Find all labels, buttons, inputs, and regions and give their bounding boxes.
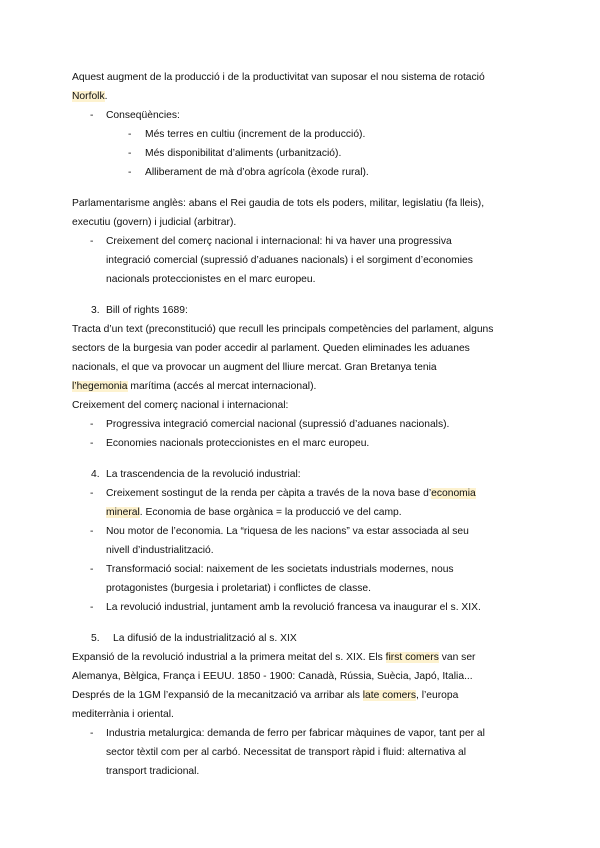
trascendencia-item-cont: protagonistes (burgesia i proletariat) i conflictes de classe.	[106, 583, 371, 594]
consequencies-item: - Més terres en cultiu (increment de la producció).	[72, 125, 538, 144]
difusio-item: - Industria metalurgica: demanda de ferro per fabricar màquines de vapor, tant per al	[72, 724, 538, 743]
bullet-dash: -	[128, 148, 132, 159]
difusio-item-cont: sector tèxtil com per al carbó. Necessitat de transport ràpid i fluid: alternativa al	[106, 747, 466, 758]
heading-difusio: 5. La difusió de la industrialització al s. XIX	[91, 633, 297, 644]
trascendencia-item-cont: nivell d’industrialització.	[106, 545, 214, 556]
paragraph-norfolk-line2: Norfolk.	[72, 91, 108, 102]
bill-item: - Progressiva integració comercial nacional (supressió d’aduanes nacionals).	[72, 415, 538, 434]
difusio-item-cont: transport tradicional.	[106, 766, 200, 777]
bill-text-line: sectors de la burgesia van poder accedir al parlament. Queden eliminades les aduanes	[72, 343, 470, 354]
paragraph-norfolk-line1: Aquest augment de la producció i de la productivitat van suposar el nou sistema de rotació	[72, 72, 485, 83]
parlamentarisme-bullet: - Creixement del comerç nacional i internacional: hi va haver una progressiva	[72, 232, 538, 251]
bill-text-line: l’hegemonia marítima (accés al mercat internacional).	[72, 381, 317, 392]
bill-text-line: nacionals, el que va provocar un augment del lliure mercat. Gran Bretanya tenia	[72, 362, 437, 373]
bullet-dash: -	[90, 438, 94, 449]
trascendencia-item: - Nou motor de l’economia. La “riquesa de les nacions” va estar associada al seu	[72, 522, 538, 541]
trascendencia-item: - La revolució industrial, juntament amb la revolució francesa va inaugurar el s. XIX.	[72, 598, 538, 617]
trascendencia-item: - Transformació social: naixement de les societats industrials modernes, nous	[72, 560, 538, 579]
bill-text-line: Tracta d’un text (preconstitució) que recull les principals competències del parlament, alguns	[72, 324, 494, 335]
highlight-economia: economia	[431, 488, 476, 499]
document-page	[72, 68, 538, 781]
highlight-hegemonia: l’hegemonia	[72, 381, 128, 392]
trascendencia-item-cont: mineral. Economia de base orgànica = la producció ve del camp.	[106, 507, 402, 518]
heading-trascendencia: 4. La trascendencia de la revolució industrial:	[91, 469, 301, 480]
bullet-dash: -	[128, 129, 132, 140]
trascendencia-item: - Creixement sostingut de la renda per càpita a través de la nova base d’economia	[72, 484, 538, 503]
parlamentarisme-line2: executiu (govern) i judicial (arbitrar).	[72, 217, 237, 228]
highlight-mineral: mineral	[106, 507, 140, 518]
bullet-dash: -	[90, 488, 94, 499]
parlamentarisme-line1: Parlamentarisme anglès: abans el Rei gaudia de tots els poders, militar, legislatiu (fa lleis),	[72, 198, 485, 209]
heading-bill-of-rights: 3. Bill of rights 1689:	[91, 305, 188, 316]
bullet-dash: -	[90, 602, 94, 613]
bill-item: - Economies nacionals proteccionistes en el marc europeu.	[72, 434, 538, 453]
bullet-dash: -	[128, 167, 132, 178]
parlamentarisme-bullet-cont: integració comercial (supressió d’aduanes nacionals) i el sorgiment d’economies	[106, 255, 473, 266]
consequencies-item: - Més disponibilitat d’aliments (urbanització).	[72, 144, 538, 163]
consequencies-bullet: - Conseqüències:	[72, 106, 538, 125]
difusio-line: Alemanya, Bèlgica, França i EEUU. 1850 - 1900: Canadà, Rússia, Suècia, Japó, Italia...	[72, 671, 473, 682]
difusio-line: Expansió de la revolució industrial a la primera meitat del s. XIX. Els first comers van ser	[72, 652, 476, 663]
bill-creixement: Creixement del comerç nacional i internacional:	[72, 400, 289, 411]
difusio-line: Després de la 1GM l’expansió de la mecanització va arribar als late comers, l’europa	[72, 690, 459, 701]
bullet-dash: -	[90, 419, 94, 430]
bullet-dash: -	[90, 564, 94, 575]
consequencies-item: - Alliberament de mà d’obra agrícola (èxode rural).	[72, 163, 538, 182]
bullet-dash: -	[90, 110, 94, 121]
highlight-first-comers: first comers	[385, 652, 439, 663]
highlight-norfolk: Norfolk	[72, 91, 105, 102]
bullet-dash: -	[90, 526, 94, 537]
difusio-line: mediterrània i oriental.	[72, 709, 174, 720]
highlight-late-comers: late comers	[362, 690, 416, 701]
bullet-dash: -	[90, 728, 94, 739]
bullet-dash: -	[90, 236, 94, 247]
parlamentarisme-bullet-cont: nacionals proteccionistes en el marc europeu.	[106, 274, 316, 285]
